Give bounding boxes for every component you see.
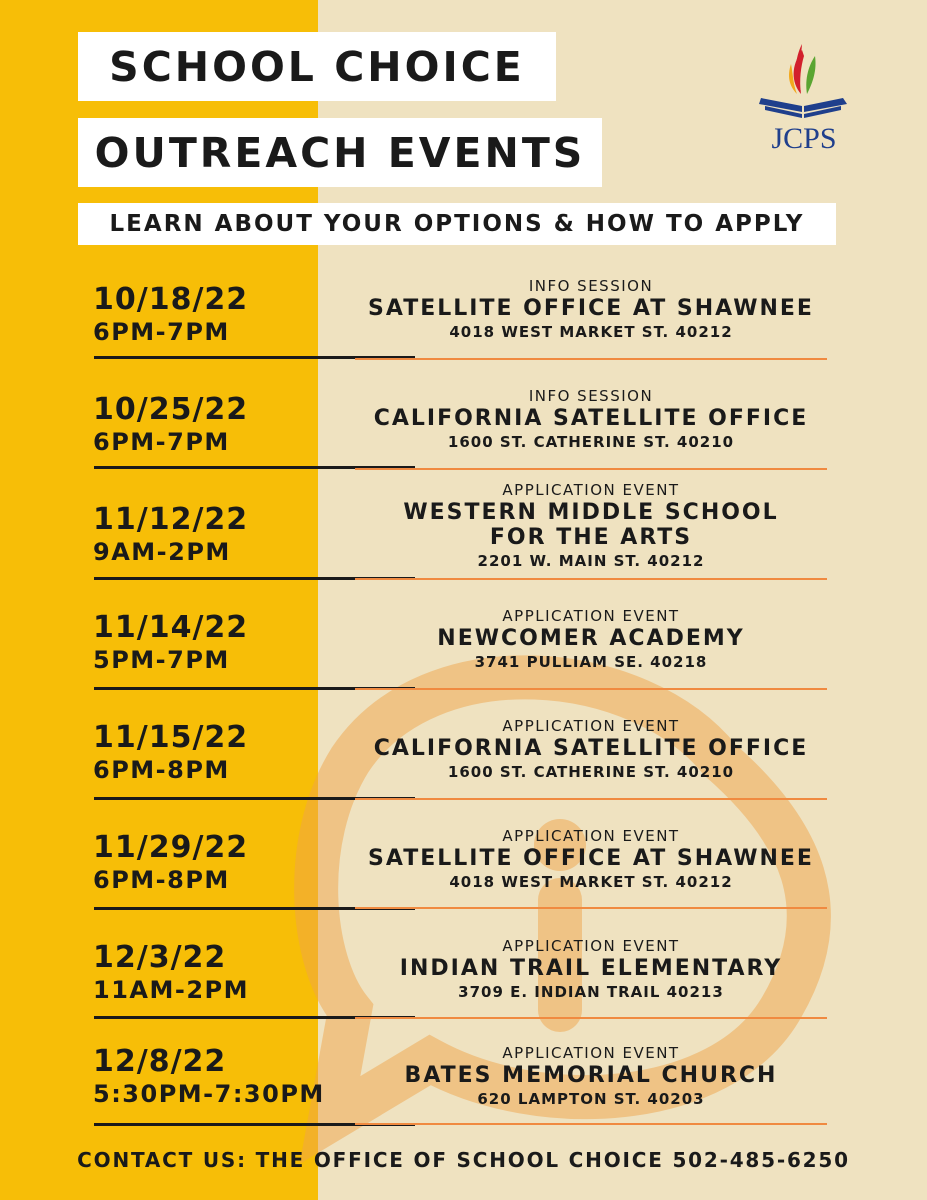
event-date: 12/8/22	[93, 1044, 227, 1079]
title-line-2: OUTREACH EVENTS	[78, 118, 602, 187]
event-venue: INDIAN TRAIL ELEMENTARY	[399, 956, 783, 981]
title-line-1: SCHOOL CHOICE	[78, 32, 556, 101]
event-info	[355, 717, 827, 783]
open-book-icon	[759, 98, 847, 118]
divider-right	[355, 358, 827, 360]
event-info	[355, 277, 827, 343]
event-time: 6PM-7PM	[93, 318, 230, 346]
event-venue: WESTERN MIDDLE SCHOOL	[403, 500, 779, 525]
event-venue: CALIFORNIA SATELLITE OFFICE	[373, 406, 809, 431]
event-date: 11/15/22	[93, 720, 249, 755]
event-address: 3741 PULLIAM SE. 40218	[474, 653, 708, 671]
flame-icon	[789, 44, 816, 94]
event-time: 11AM-2PM	[93, 976, 249, 1004]
jcps-logo	[755, 42, 853, 154]
subtitle: LEARN ABOUT YOUR OPTIONS & HOW TO APPLY	[78, 203, 836, 245]
event-venue: FOR THE ARTS	[489, 525, 693, 550]
event-address: 1600 ST. CATHERINE ST. 40210	[447, 433, 735, 451]
divider-right	[355, 1123, 827, 1125]
event-row	[0, 272, 927, 382]
event-type: APPLICATION EVENT	[502, 827, 680, 845]
event-date: 11/14/22	[93, 610, 249, 645]
event-info	[355, 937, 827, 1003]
event-row	[0, 822, 927, 932]
event-date: 11/29/22	[93, 830, 249, 865]
event-type: INFO SESSION	[528, 277, 654, 295]
event-address: 1600 ST. CATHERINE ST. 40210	[447, 763, 735, 781]
event-row	[0, 382, 927, 492]
event-type: APPLICATION EVENT	[502, 1044, 680, 1062]
event-info	[355, 1044, 827, 1110]
event-type: INFO SESSION	[528, 387, 654, 405]
event-time: 9AM-2PM	[93, 538, 231, 566]
event-time: 6PM-8PM	[93, 756, 230, 784]
event-venue: BATES MEMORIAL CHURCH	[404, 1063, 778, 1088]
event-type: APPLICATION EVENT	[502, 607, 680, 625]
divider-right	[355, 798, 827, 800]
event-row	[0, 602, 927, 712]
event-date: 12/3/22	[93, 940, 227, 975]
event-row	[0, 932, 927, 1042]
event-type: APPLICATION EVENT	[502, 481, 680, 499]
divider-right	[355, 1017, 827, 1019]
event-venue: NEWCOMER ACADEMY	[437, 626, 745, 651]
event-time: 5:30PM-7:30PM	[93, 1080, 325, 1108]
event-address: 2201 W. MAIN ST. 40212	[477, 552, 705, 570]
event-time: 5PM-7PM	[93, 646, 230, 674]
event-row	[0, 1040, 927, 1150]
event-info	[355, 387, 827, 453]
event-date: 11/12/22	[93, 502, 249, 537]
divider-right	[355, 468, 827, 470]
divider-right	[355, 578, 827, 580]
event-address: 4018 WEST MARKET ST. 40212	[449, 873, 733, 891]
event-time: 6PM-8PM	[93, 866, 230, 894]
event-info	[355, 827, 827, 893]
contact-footer: CONTACT US: THE OFFICE OF SCHOOL CHOICE 502-485-6250	[77, 1148, 850, 1172]
logo-text: JCPS	[771, 122, 837, 154]
event-address: 3709 E. INDIAN TRAIL 40213	[458, 983, 724, 1001]
event-row	[0, 712, 927, 822]
event-time: 6PM-7PM	[93, 428, 230, 456]
event-type: APPLICATION EVENT	[502, 937, 680, 955]
event-row	[0, 478, 927, 588]
event-info	[355, 607, 827, 673]
event-info	[355, 481, 827, 572]
event-type: APPLICATION EVENT	[502, 717, 680, 735]
divider-right	[355, 907, 827, 909]
event-venue: CALIFORNIA SATELLITE OFFICE	[373, 736, 809, 761]
event-date: 10/18/22	[93, 282, 249, 317]
event-venue: SATELLITE OFFICE AT SHAWNEE	[368, 846, 814, 871]
event-venue: SATELLITE OFFICE AT SHAWNEE	[368, 296, 814, 321]
event-address: 4018 WEST MARKET ST. 40212	[449, 323, 733, 341]
divider-right	[355, 688, 827, 690]
event-date: 10/25/22	[93, 392, 249, 427]
event-address: 620 LAMPTON ST. 40203	[477, 1090, 705, 1108]
